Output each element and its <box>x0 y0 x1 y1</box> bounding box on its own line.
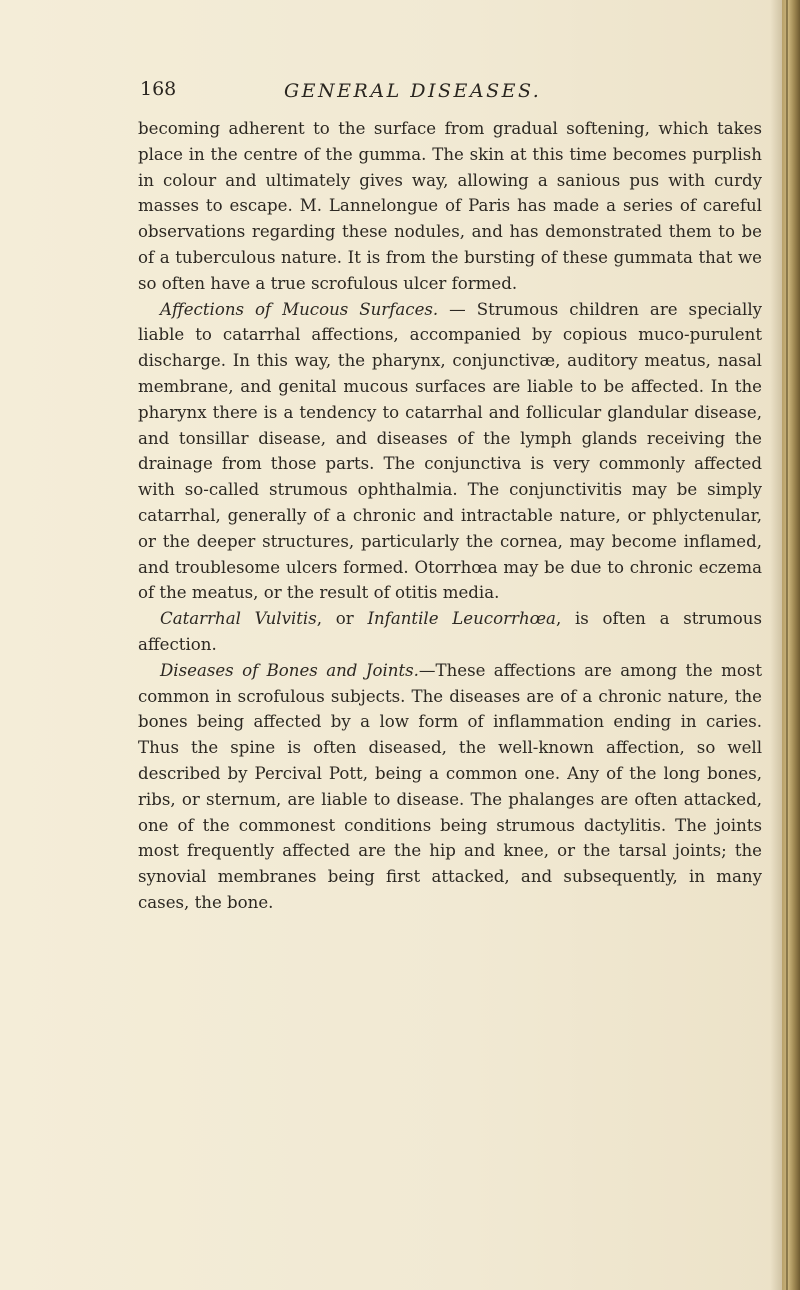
paragraph-text: —These affections are among the most common in scrofulous subjects. The diseases are of a chronic nature, the bones being affected by a low form of inflammation ending in caries. Thus the spine is often diseased, the well-known affection, so well described by Percival Pott, being a common one. Any of the long bones, ribs, or sternum, are liable to disease. The phalanges are often attacked, one of the commonest conditions being strumous dactylitis. The joints most frequently affected are the hip and knee, or the tarsal joints; the synovial membranes being first attacked, and subsequently, in many cases, the bone. <box>138 660 762 912</box>
section-heading-mucous-surfaces: Affections of Mucous Surfaces. <box>160 299 439 319</box>
paragraph-bones-joints <box>138 658 762 916</box>
page-edge-shadow <box>770 0 782 1290</box>
paragraph-vulvitis <box>138 606 762 658</box>
paragraph-text: , is often a strumous affection. <box>138 609 762 654</box>
section-heading-bones-joints: Diseases of Bones and Joints. <box>160 660 419 680</box>
paragraph-gumma <box>138 116 762 297</box>
section-heading-leucorrhoea: Infantile Leucorrhœa <box>367 609 556 629</box>
book-spine-edge <box>782 0 800 1290</box>
paragraph-text: — Strumous children are specially liable to catarrhal affections, accompanied by copious muco-purulent discharge. In this way, the pharynx, conjunctivæ, auditory meatus, nasal membrane, and genital mucous surfaces are liable to be affected. In the pharynx there is a tendency to catarrhal and follicular glandular disease, and tonsillar disease, and diseases of the lymph glands receiving the drainage from those parts. The conjunctiva is very commonly affected with so-called strumous ophthalmia. The conjunctivitis may be simply catarrhal, generally of a chronic and intractable nature, or phlyctenular, or the deeper structures, particularly the cornea, may become inflamed, and troublesome ulcers formed. Otorrhœa may be due to chronic eczema of the meatus, or the result of otitis media. <box>138 299 762 603</box>
book-spine-line <box>786 0 788 1290</box>
running-head: GENERAL DISEASES. <box>284 80 542 102</box>
page-header <box>0 74 782 114</box>
paragraph-text: becoming adherent to the surface from gradual softening, which takes place in the centre of the gumma. The skin at this time becomes purplish in colour and ultimately gives way, allowing a sanious pus with curdy masses to escape. M. Lannelongue of Paris has made a series of careful observations regarding these nodules, and has demonstrated them to be of a tuberculous nature. It is from the bursting of these gummata that we so often have a true scrofulous ulcer formed. <box>138 119 762 293</box>
section-heading-vulvitis: Catarrhal Vulvitis <box>160 609 317 629</box>
body-text <box>138 116 762 916</box>
page-number: 168 <box>140 78 177 100</box>
paragraph-mucous-surfaces <box>138 297 762 607</box>
heading-joiner: , or <box>316 609 368 629</box>
